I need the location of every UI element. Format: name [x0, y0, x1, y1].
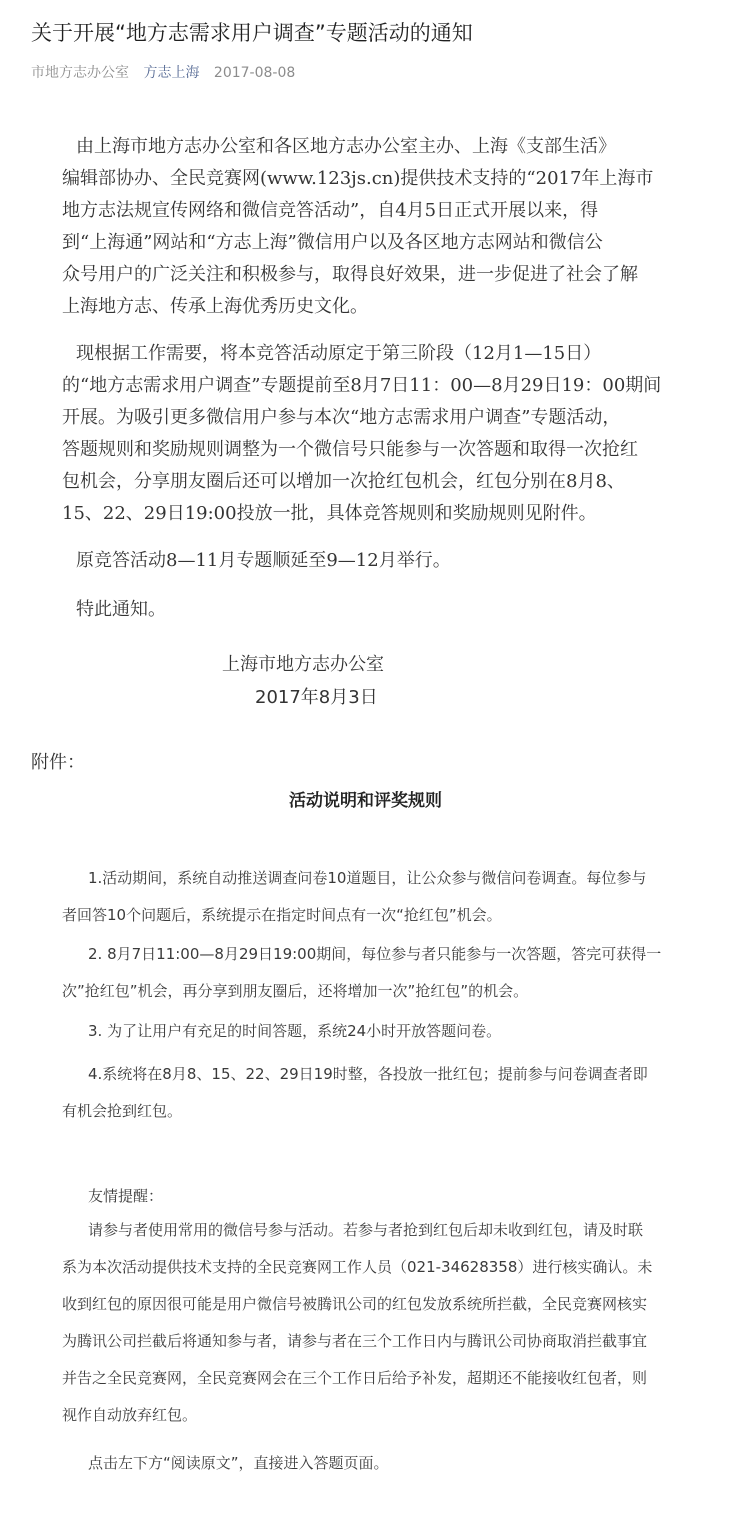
article-meta [31, 63, 295, 83]
paragraph-2 [62, 338, 702, 530]
paragraph-line: 开展。为吸引更多微信用户参与本次“地方志需求用户调查”专题活动， [62, 407, 621, 428]
paragraph-line: 15、22、29日19:00投放一批，具体竞答规则和奖励规则见附件。 [62, 503, 597, 524]
paragraph-line: 特此通知。 [76, 599, 166, 620]
rule-item-4 [62, 1056, 712, 1130]
paragraph-line: 的“地方志需求用户调查”专题提前至8月7日11：00—8月29日19：00期间 [62, 375, 662, 396]
publish-date: 2017-08-08 [213, 65, 296, 81]
article-title: 关于开展“地方志需求用户调查”专题活动的通知 [31, 21, 473, 45]
rule-line: 3. 为了让用户有充足的时间答题，系统24小时开放答题问卷。 [88, 1022, 502, 1040]
tips-line: 请参与者使用常用的微信号参与活动。若参与者抢到红包后却未收到红包，请及时联 [88, 1221, 644, 1239]
rule-line: 1.活动期间，系统自动推送调查问卷10道题目，让公众参与微信问卷调查。每位参与 [88, 869, 647, 887]
paragraph-line: 包机会，分享朋友圈后还可以增加一次抢红包机会，红包分别在8月8、 [62, 471, 625, 492]
paragraph-line: 编辑部协办、全民竞赛网(www.123js.cn)提供技术支持的“2017年上海市 [62, 168, 654, 189]
tips-paragraph [62, 1212, 712, 1434]
paragraph-line: 众号用户的广泛关注和积极参与，取得良好效果，进一步促进了社会了解 [62, 264, 638, 285]
signature-date: 2017年8月3日 [255, 687, 378, 708]
tips-line: 系为本次活动提供技术支持的全民竞赛网工作人员（021-34628358）进行核实确认。未 [62, 1258, 653, 1276]
article-author: 市地方志办公室 [31, 65, 129, 81]
rule-item-1 [62, 860, 712, 934]
paragraph-line: 现根据工作需要，将本竞答活动原定于第三阶段（12月1—15日） [76, 343, 602, 364]
paragraph-line: 原竞答活动8—11月专题顺延至9—12月举行。 [76, 550, 451, 571]
read-more-note [62, 1445, 712, 1482]
rule-line: 4.系统将在8月8、15、22、29日19时整，各投放一批红包；提前参与问卷调查者即 [88, 1065, 648, 1083]
tips-line: 视作自动放弃红包。 [62, 1406, 198, 1424]
rule-item-2 [62, 936, 712, 1010]
read-more-text: 点击左下方“阅读原文”，直接进入答题页面。 [88, 1454, 389, 1472]
paragraph-line: 到“上海通”网站和“方志上海”微信用户以及各区地方志网站和微信公 [62, 232, 603, 253]
rule-line: 2. 8月7日11:00—8月29日19:00期间，每位参与者只能参与一次答题，答完可获得一 [88, 945, 662, 963]
account-name-link[interactable]: 方志上海 [143, 65, 200, 81]
signature-org: 上海市地方志办公室 [222, 654, 384, 675]
attachment-label: 附件： [31, 752, 85, 773]
rule-line: 有机会抢到红包。 [62, 1102, 183, 1120]
tips-line: 为腾讯公司拦截后将通知参与者，请参与者在三个工作日内与腾讯公司协商取消拦截事宜 [62, 1332, 648, 1350]
rule-line: 次”抢红包”机会，再分享到朋友圈后，还将增加一次”抢红包”的机会。 [62, 982, 529, 1000]
tips-label-text: 友情提醒： [88, 1187, 164, 1205]
paragraph-line: 答题规则和奖励规则调整为一个微信号只能参与一次答题和取得一次抢红 [62, 439, 638, 460]
paragraph-line: 上海地方志、传承上海优秀历史文化。 [62, 296, 368, 317]
rules-title: 活动说明和评奖规则 [289, 791, 442, 811]
paragraph-line: 由上海市地方志办公室和各区地方志办公室主办、上海《支部生活》 [76, 136, 616, 157]
tips-line: 并告之全民竞赛网，全民竞赛网会在三个工作日后给予补发，超期还不能接收红包者，则 [62, 1369, 648, 1387]
tips-label [62, 1178, 712, 1215]
tips-line: 收到红包的原因很可能是用户微信号被腾讯公司的红包发放系统所拦截，全民竞赛网核实 [62, 1295, 648, 1313]
rule-line: 者回答10个问题后，系统提示在指定时间点有一次“抢红包”机会。 [62, 906, 502, 924]
paragraph-3 [62, 545, 702, 577]
rule-item-3 [62, 1013, 712, 1050]
paragraph-4 [62, 594, 702, 626]
paragraph-1 [62, 131, 702, 323]
paragraph-line: 地方志法规宣传网络和微信竞答活动”，自4月5日正式开展以来，得 [62, 200, 599, 221]
